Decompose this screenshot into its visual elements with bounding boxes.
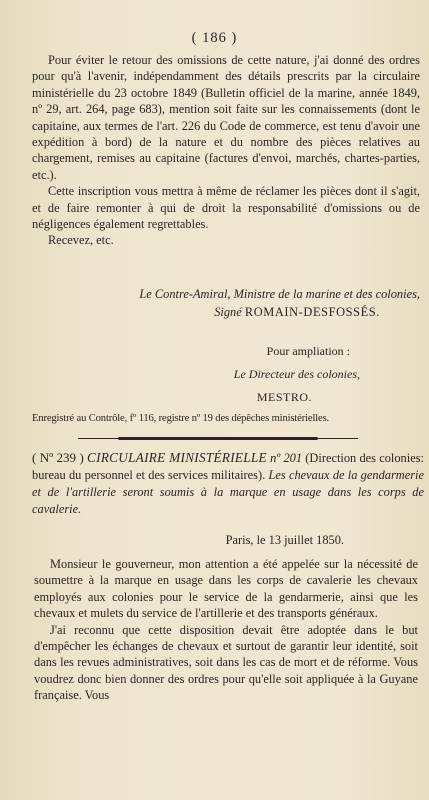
- paragraph-3: Monsieur le gouverneur, mon attention a été appelée sur la nécessité de soumettre à la marque en usage dans les corps de cavalerie les chevaux employés aux colonies pour le service de la gendarmerie, ainsi que les chevaux et mulets du service de l'artillerie et des transports généraux.: [34, 557, 418, 621]
- circular-direction: (Direction des colonies: bureau du personnel et des services militaires).: [32, 451, 424, 482]
- circular-date: Paris, le 13 juillet 1850.: [225, 533, 344, 547]
- circular-subject: Les chevaux de la gendarmerie et de l'artillerie seront soumis à la marque en usage dans les corps de cavalerie.: [32, 468, 424, 516]
- paragraph-2: Cette inscription vous mettra à même de réclamer les pièces dont il s'agit, et de faire remonter à qui de droit la responsabilité d'omissions ou de négligences également regrettables.: [32, 184, 420, 232]
- signature-title: Le Contre-Amiral, Ministre de la marine et des colonies,: [139, 287, 420, 301]
- signe-label: Signé: [214, 305, 242, 319]
- paragraph-4: J'ai reconnu que cette disposition devait être adoptée dans le but d'empêcher les échanges de chevaux et surtout de garantir leur identité, soit dans les revues administratives, soit dans les cas de mort et de réforme. Vous voudrez donc bien donner des ordres pour qu'elle soit appliquée à la Guyane française. Vous: [34, 622, 418, 703]
- signature-name: ROMAIN-DESFOSSÉS.: [244, 305, 380, 319]
- circular-title-number: nº 201: [270, 451, 303, 465]
- directeur-title: Le Directeur des colonies,: [233, 367, 360, 381]
- registration-note: Enregistré au Contrôle, fº 116, registre nº 19 des dépêches ministérielles.: [32, 413, 330, 424]
- circular-heading: [32, 449, 424, 518]
- closing-recevez: Recevez, etc.: [48, 233, 114, 248]
- section-divider: [118, 437, 318, 440]
- page-number: ( 186 ): [191, 30, 238, 46]
- ampliation: Pour ampliation :: [266, 344, 350, 358]
- signature-line: [0, 304, 380, 320]
- mestro-signature: MESTRO.: [256, 390, 312, 404]
- circular-body: [34, 556, 418, 704]
- circular-number: ( Nº 239 ): [32, 450, 84, 465]
- paragraph-1: Pour éviter le retour des omissions de cette nature, j'ai donné des ordres pour qu'à l'avenir, indépendamment des détails prescrits par la circulaire ministérielle du 23 octobre 1849 (Bulletin officiel de la marine, année 1849, nº 29, art. 264, page 683), mention soit faite sur les connaissements (dont le capitaine, aux termes de l'art. 226 du Code de commerce, est tenu d'avoir une expédition à bord) de la nature et du nombre des pièces relatives au chargement, remises au capitaine (factures d'envoi, marchés, chartes-parties, etc.).: [32, 53, 420, 182]
- letter-body: [32, 52, 420, 249]
- circular-title: CIRCULAIRE MINISTÉRIELLE: [87, 450, 267, 465]
